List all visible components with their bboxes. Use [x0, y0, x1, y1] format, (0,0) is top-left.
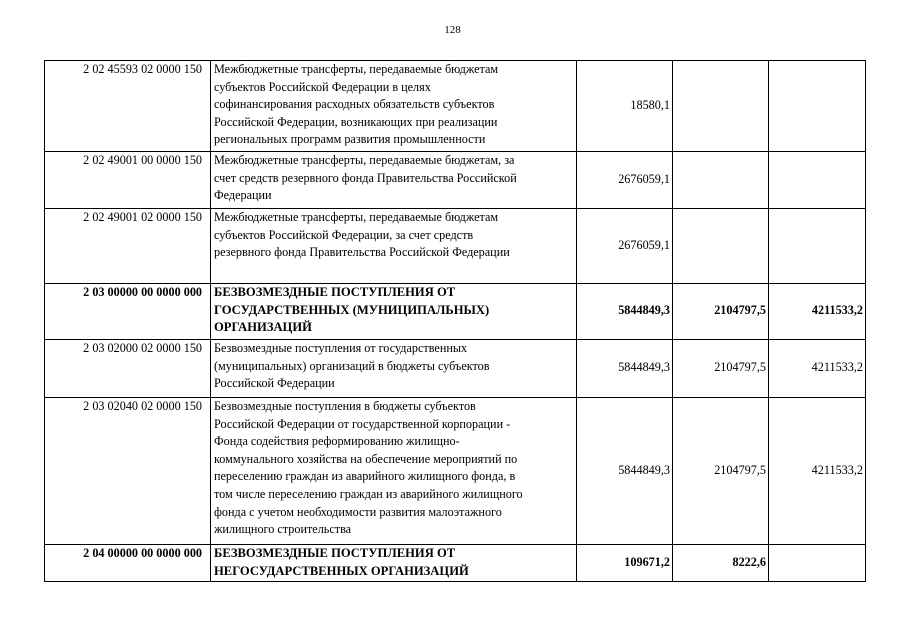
amount-col-2: 2104797,5	[673, 398, 769, 545]
revenue-name	[211, 209, 577, 284]
table-row	[45, 398, 866, 545]
amount-col-2: 2104797,5	[673, 284, 769, 340]
revenue-name-line: субъектов Российской Федерации в целях	[214, 79, 431, 94]
amount-col-1: 5844849,3	[577, 284, 673, 340]
amount-col-3: 4211533,2	[769, 340, 866, 398]
revenue-name-line: жилищного строительства	[214, 522, 352, 537]
amount-col-3	[769, 209, 866, 284]
classification-code: 2 02 49001 02 0000 150	[45, 209, 211, 284]
revenue-name-line: том числе переселению граждан из аварийного жилищного	[214, 486, 523, 501]
revenue-name-line: счет средств резервного фонда Правительства Российской	[214, 170, 517, 185]
amount-col-3	[769, 545, 866, 582]
revenue-name-line: НЕГОСУДАРСТВЕННЫХ ОРГАНИЗАЦИЙ	[214, 563, 469, 578]
table-row	[45, 284, 866, 340]
amount-col-1: 109671,2	[577, 545, 673, 582]
revenue-name-line: Безвозмездные поступления в бюджеты субъектов	[214, 399, 476, 413]
revenue-name	[211, 545, 577, 582]
revenue-name	[211, 398, 577, 545]
amount-col-3: 4211533,2	[769, 398, 866, 545]
revenue-name-line: Межбюджетные трансферты, передаваемые бюджетам	[214, 210, 499, 224]
page-number: 128	[444, 24, 461, 36]
revenue-name-line: резервного фонда Правительства Российской Федерации	[214, 245, 510, 260]
revenue-name-line: Фонда содействия реформированию жилищно-	[214, 434, 460, 449]
revenue-name-line: Российской Федерации, возникающих при реализации	[214, 114, 498, 129]
revenue-name-line: Безвозмездные поступления от государственных	[214, 341, 468, 355]
revenue-name-line: софинансирования расходных обязательств субъектов	[214, 97, 495, 112]
table-row	[45, 152, 866, 209]
classification-code: 2 03 02040 02 0000 150	[45, 398, 211, 545]
amount-col-2: 2104797,5	[673, 340, 769, 398]
amount-col-3	[769, 61, 866, 152]
revenue-name-line: субъектов Российской Федерации, за счет средств	[214, 227, 474, 242]
table-row	[45, 61, 866, 152]
revenue-name-line: БЕЗВОЗМЕЗДНЫЕ ПОСТУПЛЕНИЯ ОТ	[214, 546, 456, 560]
revenue-name-line: Российской Федерации от государственной корпорации -	[214, 416, 511, 431]
classification-code: 2 04 00000 00 0000 000	[45, 545, 211, 582]
revenue-name-line: Федерации	[214, 188, 272, 203]
revenue-name	[211, 284, 577, 340]
revenue-name-line: фонда с учетом необходимости развития малоэтажного	[214, 504, 502, 519]
amount-col-2	[673, 61, 769, 152]
amount-col-2	[673, 152, 769, 209]
revenue-name-line: БЕЗВОЗМЕЗДНЫЕ ПОСТУПЛЕНИЯ ОТ	[214, 285, 456, 299]
revenue-name-line: коммунального хозяйства на обеспечение мероприятий по	[214, 451, 518, 466]
amount-col-2: 8222,6	[673, 545, 769, 582]
revenue-name-line: Межбюджетные трансферты, передаваемые бюджетам	[214, 62, 499, 76]
amount-col-1: 2676059,1	[577, 209, 673, 284]
budget-revenue-table	[44, 60, 866, 582]
revenue-name-line: ГОСУДАРСТВЕННЫХ (МУНИЦИПАЛЬНЫХ)	[214, 302, 490, 317]
revenue-name	[211, 61, 577, 152]
revenue-name-line: региональных программ развития промышленности	[214, 132, 486, 147]
table-row	[45, 209, 866, 284]
revenue-name-line: переселению граждан из аварийного жилищного фонда, в	[214, 469, 516, 484]
revenue-name-line: Межбюджетные трансферты, передаваемые бюджетам, за	[214, 153, 515, 167]
table-row	[45, 340, 866, 398]
revenue-name	[211, 340, 577, 398]
amount-col-1: 2676059,1	[577, 152, 673, 209]
amount-col-3: 4211533,2	[769, 284, 866, 340]
classification-code: 2 02 45593 02 0000 150	[45, 61, 211, 152]
revenue-name-line: Российской Федерации	[214, 376, 335, 391]
classification-code: 2 02 49001 00 0000 150	[45, 152, 211, 209]
amount-col-1: 18580,1	[577, 61, 673, 152]
amount-col-1: 5844849,3	[577, 398, 673, 545]
table-row	[45, 545, 866, 582]
revenue-name	[211, 152, 577, 209]
amount-col-2	[673, 209, 769, 284]
amount-col-3	[769, 152, 866, 209]
classification-code: 2 03 02000 02 0000 150	[45, 340, 211, 398]
revenue-name-line: ОРГАНИЗАЦИЙ	[214, 320, 312, 335]
amount-col-1: 5844849,3	[577, 340, 673, 398]
classification-code: 2 03 00000 00 0000 000	[45, 284, 211, 340]
revenue-name-line: (муниципальных) организаций в бюджеты субъектов	[214, 358, 490, 373]
